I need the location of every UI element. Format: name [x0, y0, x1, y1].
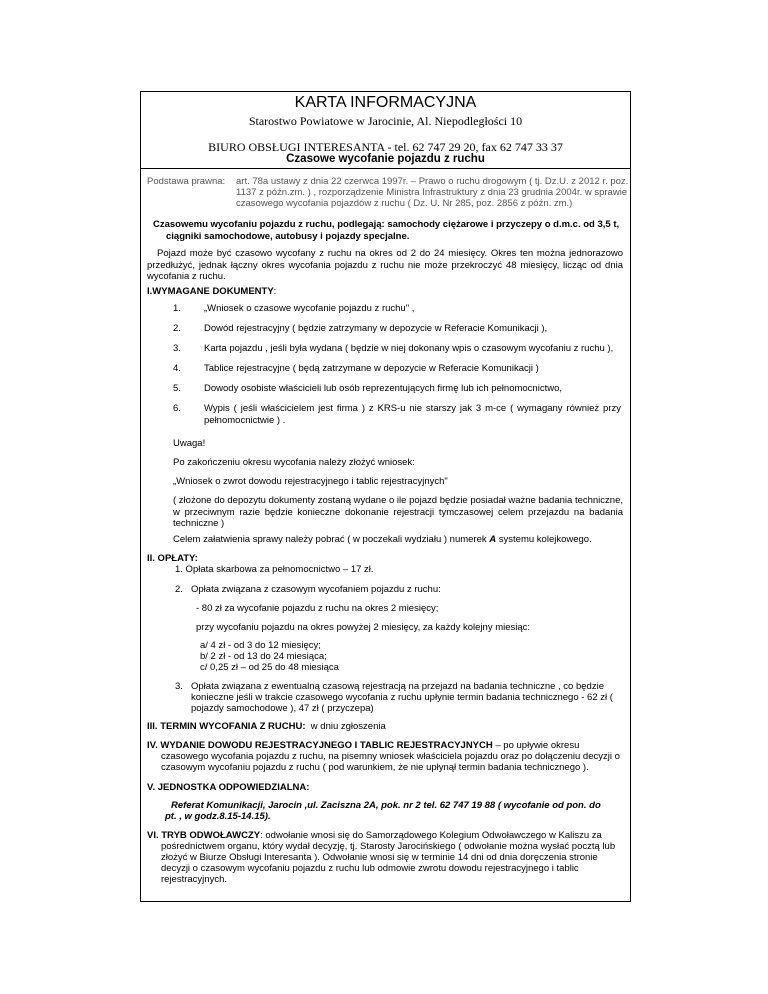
section2-heading: II. OPŁATY:: [147, 553, 198, 564]
doc-item-number: 6.: [173, 403, 181, 414]
legal-basis-line2: 1137 z późn.zm. ) , rozporządzenie Ministra Infrastruktury z dnia 23 grudnia 2004r. w sprawie: [236, 187, 628, 198]
section6-line5: rejestracyjnych.: [161, 874, 227, 885]
doc-item-text: Dowody osobiste właścicieli lub osób reprezentujących firmę lub ich pełnomocnictwo,: [204, 383, 563, 394]
office-address: Starostwo Powiatowe w Jarocinie, Al. Niepodległości 10: [248, 114, 523, 128]
header-divider: [141, 168, 630, 169]
uwaga-label: Uwaga!: [173, 438, 206, 449]
legal-basis-line3: czasowego wycofania pojazdów z ruchu ( Dz. U. Nr 285, poz. 2856 z późn. zm.): [236, 198, 573, 209]
uwaga-line4: Celem załatwienia sprawy należy pobrać ( w poczekali wydziału ) numerek A systemu kolejkowego.: [173, 534, 592, 545]
doc-item-number: 1.: [173, 303, 181, 314]
subject-title: Czasowe wycofanie pojazdu z ruchu: [286, 153, 485, 165]
section5-heading: V. JEDNOSTKA ODPOWIEDZIALNA:: [147, 782, 310, 793]
fee-item3-line1: Opłata związana z ewentualną czasową rejestracją na przejazd na badania techniczne , co będzie: [191, 681, 604, 692]
section5-line2: pt. , w godz.8.15-14.15).: [165, 811, 271, 822]
intro-paragraph: Pojazd może być czasowo wycofany z ruchu na okres od 2 do 24 miesięcy. Okres ten można jednorazowo przedłużyć, jednak łączny okres wycofania pojazdu z ruchu nie może przekroczyć 48 miesięcy, licząc od dnia wycofania z ruchu.: [147, 248, 623, 282]
legal-basis-line1: art. 78a ustawy z dnia 22 czerwca 1997r. – Prawo o ruchu drogowym ( tj. Dz.U. z 2012 r. poz.: [236, 176, 629, 187]
fee-two-months: - 80 zł za wycofanie pojazdu z ruchu na okres 2 miesięcy;: [196, 603, 439, 614]
scope-line2: ciągniki samochodowe, autobusy i pojazdy specjalne.: [166, 231, 410, 242]
section1-heading: I.WYMAGANE DOKUMENTY:: [147, 286, 277, 297]
section4-line2: czasowego wycofania pojazdu z ruchu, na pisemny wniosek właściciela pojazdu oraz po dołączeniu decyzji o: [161, 751, 620, 762]
doc-item-text: Tablice rejestracyjne ( będą zatrzymane w depozycie w Referacie Komunikacji ): [204, 363, 539, 374]
doc-item-text: Wypis ( jeśli właścicielem jest firma ) z KRS-u nie starszy jak 3 m-ce ( wymagany również przy pełnomocnictwie ) .: [204, 403, 621, 426]
fee-monthly-intro: przy wycofaniu pojazdu na okres powyżej 2 miesięcy, za każdy kolejny miesiąc:: [196, 622, 531, 633]
fee-item3-line3: pojazdy samochodowe ), 47 zł ( przyczepa): [191, 703, 374, 714]
fee-rate: a/ 4 zł - od 3 do 12 miesięcy;: [200, 640, 321, 651]
legal-basis-label: Podstawa prawna:: [147, 176, 226, 187]
fee-rate: b/ 2 zł - od 13 do 24 miesiąca;: [200, 651, 327, 662]
section6-line4: decyzji o czasowym wycofaniu pojazdu z ruchu lub odmowie zwrotu dowodu rejestracyjnego i tablic: [161, 863, 579, 874]
section4-line1: IV. WYDANIE DOWODU REJESTRACYJNEGO I TABLIC REJESTRACYJNYCH – po upływie okresu: [147, 740, 580, 751]
uwaga-line1: Po zakończeniu okresu wycofania należy złożyć wniosek:: [173, 457, 415, 468]
doc-item-number: 3.: [173, 343, 181, 354]
doc-item-text: Dowód rejestracyjny ( będzie zatrzymany w depozycie w Referacie Komunikacji ),: [204, 323, 548, 334]
doc-item-number: 4.: [173, 363, 181, 374]
fee-item1: 1. Opłata skarbowa za pełnomocnictwo – 17 zł.: [175, 564, 374, 575]
section6-line1: VI. TRYB ODWOŁAWCZY: odwołanie wnosi się do Samorządowego Kolegium Odwoławczego w Kaliszu za: [147, 830, 602, 841]
biuro-contact: BIURO OBSŁUGI INTERESANTA - tel. 62 747 29 20, fax 62 747 33 37: [208, 140, 563, 154]
fee-item3-number: 3.: [175, 681, 183, 692]
doc-item-number: 5.: [173, 383, 181, 394]
uwaga-line2: „Wniosek o zwrot dowodu rejestracyjnego i tablic rejestracyjnych": [173, 476, 448, 487]
fee-rate: c/ 0,25 zł – od 25 do 48 miesiąca: [200, 662, 339, 673]
fee-item2-number: 2.: [175, 584, 183, 595]
fee-item3-line2: konieczne jeśli w trakcie czasowego wycofania z ruchu upłynie termin badania technicznego - 62 zł (: [191, 692, 613, 703]
uwaga-line3: ( złożone do depozytu dokumenty zostaną wydane o ile pojazd będzie posiadał ważne badania techniczne, w przeciwnym razie będzie konieczne dokonanie rejestracji tymczasowej celem przejazdu na badania techniczne ): [173, 495, 623, 529]
section3: III. TERMIN WYCOFANIA Z RUCHU: w dniu zgłoszenia: [147, 721, 386, 732]
section6-line2: pośrednictwem organu, który wydał decyzję, tj. Starosty Jarocińskiego ( odwołanie można wysłać pocztą lub: [161, 841, 616, 852]
doc-item-text: Karta pojazdu , jeśli była wydana ( będzie w niej dokonany wpis o czasowym wycofaniu z ruchu ),: [204, 343, 614, 354]
section4-line3: czasowym wycofaniu pojazdu z ruchu ( pod warunkiem, że nie upłynął termin badania technicznego ).: [161, 762, 589, 773]
section6-line3: złożyć w Biurze Obsługi Interesanta ). Odwołanie wnosi się w terminie 14 dni od dnia doręczenia stronie: [161, 852, 598, 863]
fee-item2: Opłata związana z czasowym wycofaniem pojazdu z ruchu:: [191, 584, 441, 595]
document-frame: [140, 91, 631, 902]
section5-line1: Referat Komunikacji, Jarocin ,ul. Zaciszna 2A, pok. nr 2 tel. 62 747 19 88 ( wycofanie od pon. do: [171, 800, 601, 811]
scope-line1: Czasowemu wycofaniu pojazdu z ruchu, podlegają: samochody ciężarowe i przyczepy o d.m.c. od 3,5 t,: [153, 219, 620, 230]
page-title: KARTA INFORMACYJNA: [294, 94, 477, 111]
doc-item-text: „Wniosek o czasowe wycofanie pojazdu z ruchu" ,: [204, 303, 415, 314]
doc-item-number: 2.: [173, 323, 181, 334]
